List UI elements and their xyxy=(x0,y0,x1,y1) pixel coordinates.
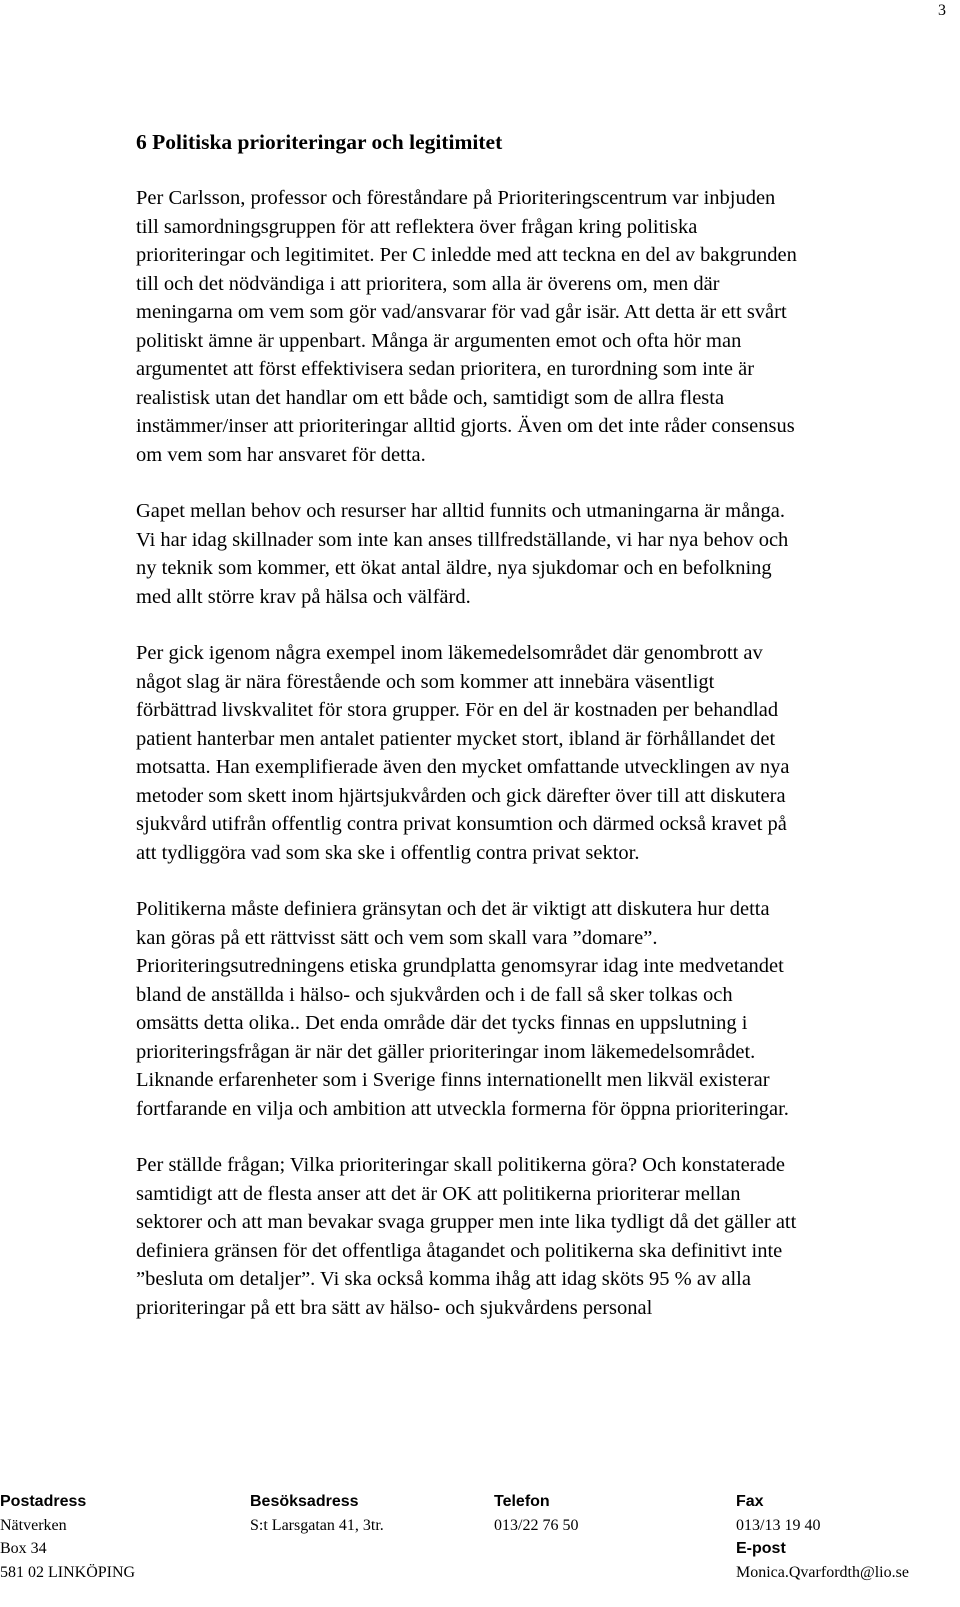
text-line: fortfarande en vilja och ambition att utveckla formerna för öppna prioriteringar. xyxy=(136,1097,789,1120)
footer-besoksadress xyxy=(250,1490,384,1537)
footer-postadress xyxy=(0,1490,135,1584)
text-line: Politikerna måste definiera gränsytan och det är viktigt att diskutera hur detta xyxy=(136,898,770,920)
footer-label: Fax xyxy=(736,1493,764,1510)
text-line: prioriteringar på ett bra sätt av hälso- och sjukvårdens personal xyxy=(136,1296,653,1319)
text-line: med allt större krav på hälsa och välfärd. xyxy=(136,585,471,608)
text-line: Vi har idag skillnader som inte kan anses tillfredställande, vi har nya behov och xyxy=(136,528,789,551)
footer-value: 013/13 19 40 xyxy=(736,1516,821,1534)
text-line: samtidigt att de flesta anser att det är OK att politikerna prioriterar mellan xyxy=(136,1182,741,1205)
footer-fax-epost xyxy=(736,1490,909,1584)
footer-label: E-post xyxy=(736,1540,786,1557)
text-line: instämmer/inser att prioriteringar alltid gjorts. Även om det inte råder consensus xyxy=(136,415,795,437)
footer-label: Telefon xyxy=(494,1493,550,1510)
paragraph-1 xyxy=(136,184,936,469)
text-line: Per Carlsson, professor och föreståndare på Prioriteringscentrum var inbjuden xyxy=(136,187,776,209)
text-line: förbättrad livskvalitet för stora grupper. För en del är kostnaden per behandlad xyxy=(136,699,779,721)
text-line: bland de anställda i hälso- och sjukvården och i de fall så sker tolkas och xyxy=(136,983,733,1006)
text-line: Prioriteringsutredningens etiska grundplatta genomsyrar idag inte medvetandet xyxy=(136,955,784,977)
text-line: till och det nödvändiga i att prioritera, som alla är överens om, men där xyxy=(136,272,720,295)
page-number: 3 xyxy=(938,2,946,19)
footer-value: Box 34 xyxy=(0,1540,47,1557)
text-line: patient hanterbar men antalet patienter mycket stort, ibland är förhållandet det xyxy=(136,727,776,750)
text-line: till samordningsgruppen för att reflektera över frågan kring politiska xyxy=(136,215,698,238)
text-line: Per gick igenom några exempel inom läkemedelsområdet där genombrott av xyxy=(136,642,763,664)
text-line: definiera gränsen för det offentliga åtagandet och politikerna ska definitivt inte xyxy=(136,1239,783,1262)
paragraph-2 xyxy=(136,497,936,611)
text-line: metoder som skett inom hjärtsjukvården och gick därefter över till att diskutera xyxy=(136,784,786,807)
text-line: Liknande erfarenheter som i Sverige finns internationellt men likväl existerar xyxy=(136,1069,770,1091)
footer-label: Postadress xyxy=(0,1493,87,1510)
text-line: prioriteringsfrågan är när det gäller prioriteringar inom läkemedelsområdet. xyxy=(136,1040,756,1063)
text-line: sjukvård utifrån offentlig contra privat konsumtion och därmed också kravet på xyxy=(136,813,787,835)
text-line: sektorer och att man bevakar svaga grupper men inte lika tydligt då det gäller att xyxy=(136,1211,797,1233)
text-line: argumentet att först effektivisera sedan prioritera, en turordning som inte är xyxy=(136,358,755,380)
text-line: att tydliggöra vad som ska ske i offentlig contra privat sektor. xyxy=(136,841,640,864)
text-line: omsätts detta olika.. Det enda område där det tycks finnas en uppslutning i xyxy=(136,1012,748,1034)
text-line: ny teknik som kommer, ett ökat antal äldre, nya sjukdomar och en befolkning xyxy=(136,557,772,579)
text-line: om vem som har ansvaret för detta. xyxy=(136,443,426,466)
footer-label: Besöksadress xyxy=(250,1493,359,1510)
footer-value: Nätverken xyxy=(0,1516,67,1534)
text-line: kan göras på ett rättvisst sätt och vem som skall vara ”domare”. xyxy=(136,926,658,949)
paragraph-4 xyxy=(136,895,936,1123)
text-line: motsatta. Han exemplifierade även den mycket omfattande utvecklingen av nya xyxy=(136,756,790,778)
text-line: Gapet mellan behov och resurser har alltid funnits och utmaningarna är många. xyxy=(136,500,785,522)
section-heading: 6 Politiska prioriteringar och legitimitet xyxy=(136,130,503,154)
text-line: politiskt ämne är uppenbart. Många är argumenten emot och ofta hör man xyxy=(136,329,742,352)
text-line: Per ställde frågan; Vilka prioriteringar skall politikerna göra? Och konstaterade xyxy=(136,1154,786,1176)
paragraph-5 xyxy=(136,1151,936,1322)
text-line: något slag är nära förestående och som kommer att innebära väsentligt xyxy=(136,670,715,693)
document-body xyxy=(136,128,936,1350)
text-line: prioriteringar och legitimitet. Per C inledde med att teckna en del av bakgrunden xyxy=(136,244,797,266)
footer-value: 581 02 LINKÖPING xyxy=(0,1563,136,1581)
email-link[interactable]: Monica.Qvarfordth@lio.se xyxy=(736,1563,909,1581)
footer-value: 013/22 76 50 xyxy=(494,1516,579,1534)
footer-telefon xyxy=(494,1490,578,1537)
text-line: meningarna om vem som gör vad/ansvarar för vad går isär. Att detta är ett svårt xyxy=(136,301,787,323)
text-line: ”besluta om detaljer”. Vi ska också komma ihåg att idag sköts 95 % av alla xyxy=(136,1268,751,1290)
text-line: realistisk utan det handlar om ett både och, samtidigt som de allra flesta xyxy=(136,386,725,409)
footer-value: S:t Larsgatan 41, 3tr. xyxy=(250,1516,384,1534)
paragraph-3 xyxy=(136,639,936,867)
